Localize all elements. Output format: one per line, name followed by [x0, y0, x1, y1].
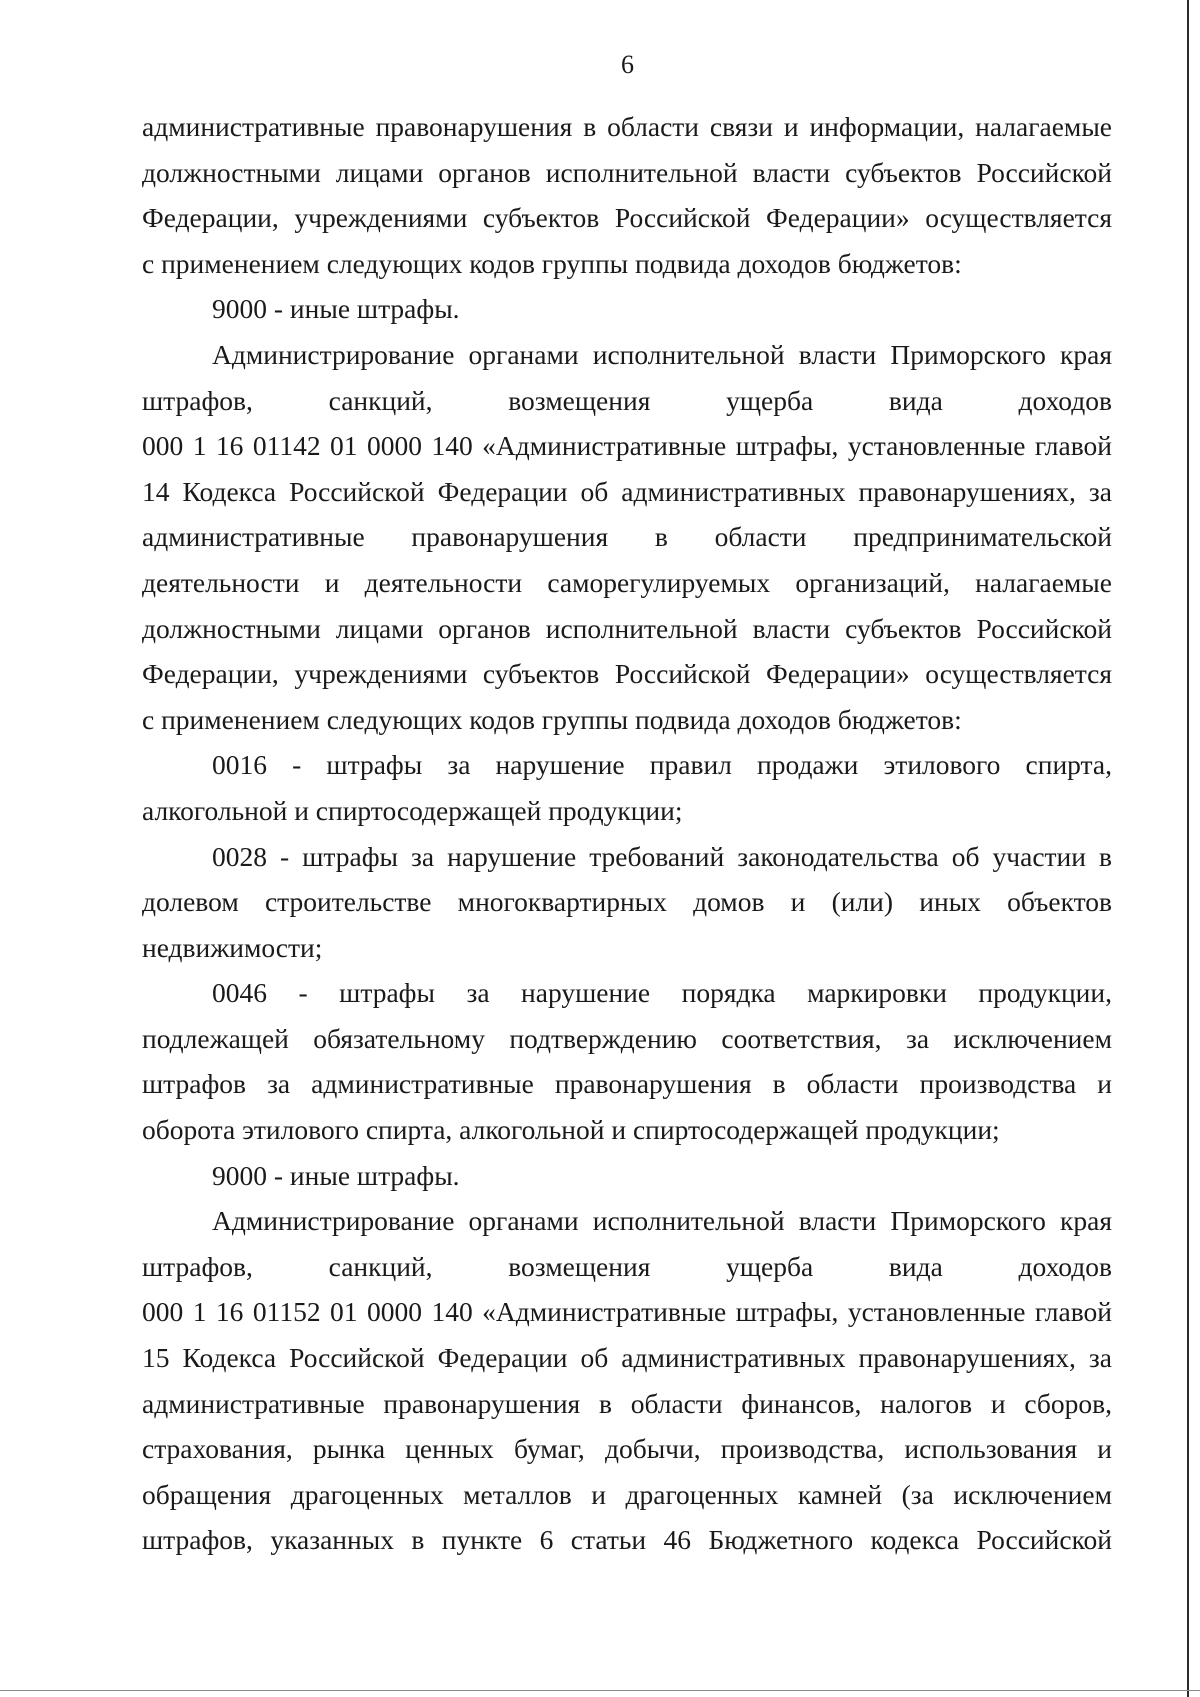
- text-line: штрафов, санкций, возмещения ущерба вида доходов: [142, 1250, 1112, 1282]
- text-line: штрафов за административные правонарушения в области производства и: [142, 1068, 1112, 1100]
- text-line: 0028 - штрафы за нарушение требований законодательства об участии в: [212, 840, 1112, 872]
- text-line: 0046 - штрафы за нарушение порядка маркировки продукции,: [212, 977, 1112, 1009]
- text-line: Администрирование органами исполнительной власти Приморского края: [212, 1205, 1112, 1237]
- text-line: деятельности и деятельности саморегулируемых организаций, налагаемые: [142, 566, 1112, 598]
- text-line: обращения драгоценных металлов и драгоценных камней (за исключением: [142, 1478, 1112, 1510]
- text-line: Федерации, учреждениями субъектов Российской Федерации» осуществляется: [142, 658, 1112, 690]
- text-line: с применением следующих кодов группы подвида доходов бюджетов:: [142, 247, 962, 279]
- text-line: штрафов, санкций, возмещения ущерба вида доходов: [142, 384, 1112, 416]
- text-line: Федерации, учреждениями субъектов Российской Федерации» осуществляется: [142, 202, 1112, 234]
- text-line: административные правонарушения в области связи и информации, налагаемые: [142, 111, 1112, 142]
- text-line: 000 1 16 01142 01 0000 140 «Административные штрафы, установленные главой: [142, 430, 1112, 462]
- text-line: недвижимости;: [142, 931, 323, 963]
- text-line: 000 1 16 01152 01 0000 140 «Административные штрафы, установленные главой: [142, 1296, 1112, 1328]
- text-line: 0016 - штрафы за нарушение правил продажи этилового спирта,: [212, 749, 1112, 781]
- text-line: оборота этилового спирта, алкогольной и спиртосодержащей продукции;: [142, 1114, 1000, 1146]
- text-line: 9000 - иные штрафы.: [212, 293, 460, 325]
- text-line: страхования, рынка ценных бумаг, добычи, производства, использования и: [142, 1433, 1112, 1465]
- text-line: административные правонарушения в области предпринимательской: [142, 521, 1112, 553]
- page-number: 6: [621, 50, 634, 79]
- text-line: штрафов, указанных в пункте 6 статьи 46 Бюджетного кодекса Российской: [142, 1524, 1112, 1556]
- text-line: должностными лицами органов исполнительной власти субъектов Российской: [142, 612, 1112, 644]
- scan-edge-line: [1187, 0, 1189, 1697]
- text-line: административные правонарушения в области финансов, налогов и сборов,: [142, 1387, 1112, 1419]
- text-line: Администрирование органами исполнительной власти Приморского края: [212, 338, 1112, 370]
- text-line: 14 Кодекса Российской Федерации об административных правонарушениях, за: [142, 475, 1112, 507]
- text-line: подлежащей обязательному подтверждению соответствия, за исключением: [142, 1022, 1112, 1054]
- text-line: долевом строительстве многоквартирных домов и (или) иных объектов: [142, 886, 1112, 918]
- text-line: 9000 - иные штрафы.: [212, 1159, 460, 1191]
- scan-bottom-line: [0, 1690, 1200, 1691]
- text-line: с применением следующих кодов группы подвида доходов бюджетов:: [142, 703, 962, 735]
- text-line: 15 Кодекса Российской Федерации об административных правонарушениях, за: [142, 1342, 1112, 1374]
- text-line: должностными лицами органов исполнительной власти субъектов Российской: [142, 156, 1112, 188]
- text-line: алкогольной и спиртосодержащей продукции;: [142, 794, 683, 826]
- document-body: [142, 104, 1112, 1563]
